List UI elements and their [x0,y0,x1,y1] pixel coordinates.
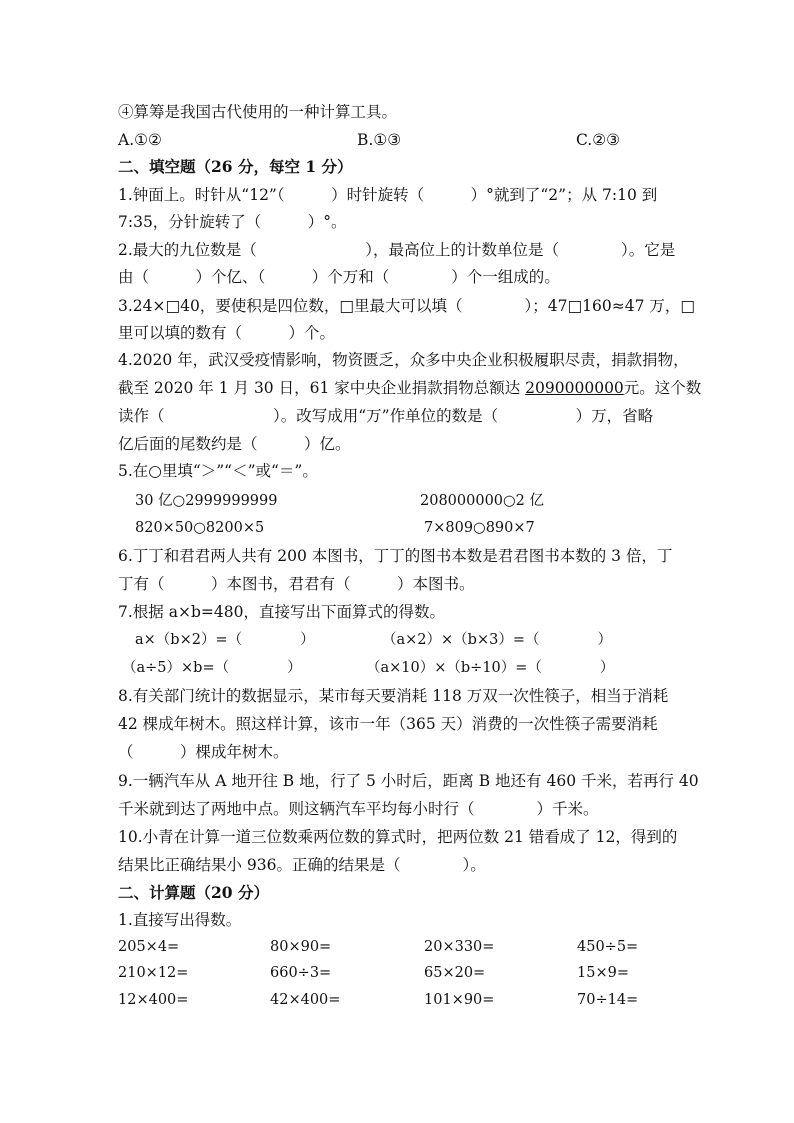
question-8-line-1: 8.有关部门统计的数据显示，某市每天要消耗 118 万双一次性筷子，相当于消耗 [118,687,669,705]
question-7-prompt: 7.根据 a×b=480，直接写出下面算式的得数。 [118,603,445,621]
expression-item-1: a×（b×2）=（ ） [135,632,315,648]
question-2-line-1: 2.最大的九位数是（ ），最高位上的计数单位是（ ）。它是 [118,241,676,259]
calc-item: 450÷5= [577,939,639,955]
compare-item-4: 7×809○890×7 [424,520,535,536]
question-1-line-2: 7:35，分针旋转了（ ）°。 [118,213,347,231]
question-3-line-2: 里可以填的数有（ ）个。 [118,324,336,342]
calc-item: 80×90= [270,939,332,955]
question-9-line-2: 千米就到达了两地中点。则这辆汽车平均每小时行（ ）千米。 [118,800,599,818]
option-b: B.①③ [357,131,402,149]
question-1-line-1: 1.钟面上。时针从“12”（ ）时针旋转（ ）°就到了“2”；从 7:10 到 [118,186,658,204]
question-8-line-3: （ ）棵成年树木。 [118,743,289,761]
section-heading-fill-in: 二、填空题（26 分，每空 1 分） [118,157,353,176]
expression-item-4: （a×10）×（b÷10）=（ ） [366,660,615,676]
question-5-prompt: 5.在○里填“＞”“＜”或“＝”。 [118,462,318,480]
option-a: A.①② [118,131,162,149]
question-4-line-1: 4.2020 年，武汉受疫情影响，物资匮乏，众多中央企业积极履职尽责，捐款捐物， [118,351,689,369]
compare-item-1: 30 亿○2999999999 [135,493,278,509]
calc-item: 101×90= [424,992,495,1008]
question-4-line-4: 亿后面的尾数约是（ ）亿。 [118,435,351,453]
option-c: C.②③ [576,131,621,149]
question-4-line-2 [118,378,701,398]
section-heading-calculation: 二、计算题（20 分） [118,883,269,902]
question-4-line-2-end: 元。这个数 [623,379,702,397]
compare-item-2: 208000000○2 亿 [420,493,545,509]
calculation-subheading: 1.直接写出得数。 [118,911,242,929]
question-10-line-1: 10.小青在计算一道三位数乘两位数的算式时，把两位数 21 错看成了 12，得到的 [118,828,678,846]
calc-item: 210×12= [118,965,189,981]
question-3-line-1: 3.24×□40，要使积是四位数，□里最大可以填（ ）；47□160≈47 万，□ [118,297,695,315]
calc-item: 15×9= [577,965,629,981]
expression-item-2: （a×2）×（b×3）=（ ） [382,632,612,648]
calc-item: 660÷3= [270,965,332,981]
calc-item: 70÷14= [577,992,639,1008]
question-4-line-3: 读作（ ）。改写成用“万”作单位的数是（ ）万，省略 [118,407,654,425]
question-2-line-2: 由（ ）个亿、（ ）个万和（ ）个一组成的。 [118,268,560,286]
question-8-line-2: 42 棵成年树木。照这样计算，该市一年（365 天）消费的一次性筷子需要消耗 [118,715,658,733]
calc-item: 65×20= [424,965,486,981]
calc-item: 42×400= [270,992,341,1008]
calc-item: 20×330= [424,939,495,955]
question-9-line-1: 9.一辆汽车从 A 地开往 B 地，行了 5 小时后，距离 B 地还有 460 千米，若再行 40 [118,772,699,790]
calc-item: 12×400= [118,992,189,1008]
calc-item: 205×4= [118,939,180,955]
expression-item-3: （a÷5）×b=（ ） [122,660,302,676]
compare-item-3: 820×50○8200×5 [135,520,265,536]
question-10-line-2: 结果比正确结果小 936。正确的结果是（ ）。 [118,856,486,874]
question-6-line-1: 6.丁丁和君君两人共有 200 本图书，丁丁的图书本数是君君图书本数的 3 倍，丁 [118,547,673,565]
question-6-line-2: 丁有（ ）本图书，君君有（ ）本图书。 [118,575,475,593]
question-4-line-2-text: 截至 2020 年 1 月 30 日，61 家中央企业捐款捐物总额达 [118,379,526,397]
choice-statement-4: ④算筹是我国古代使用的一种计算工具。 [118,103,398,121]
donation-amount: 2090000000 [525,379,624,397]
